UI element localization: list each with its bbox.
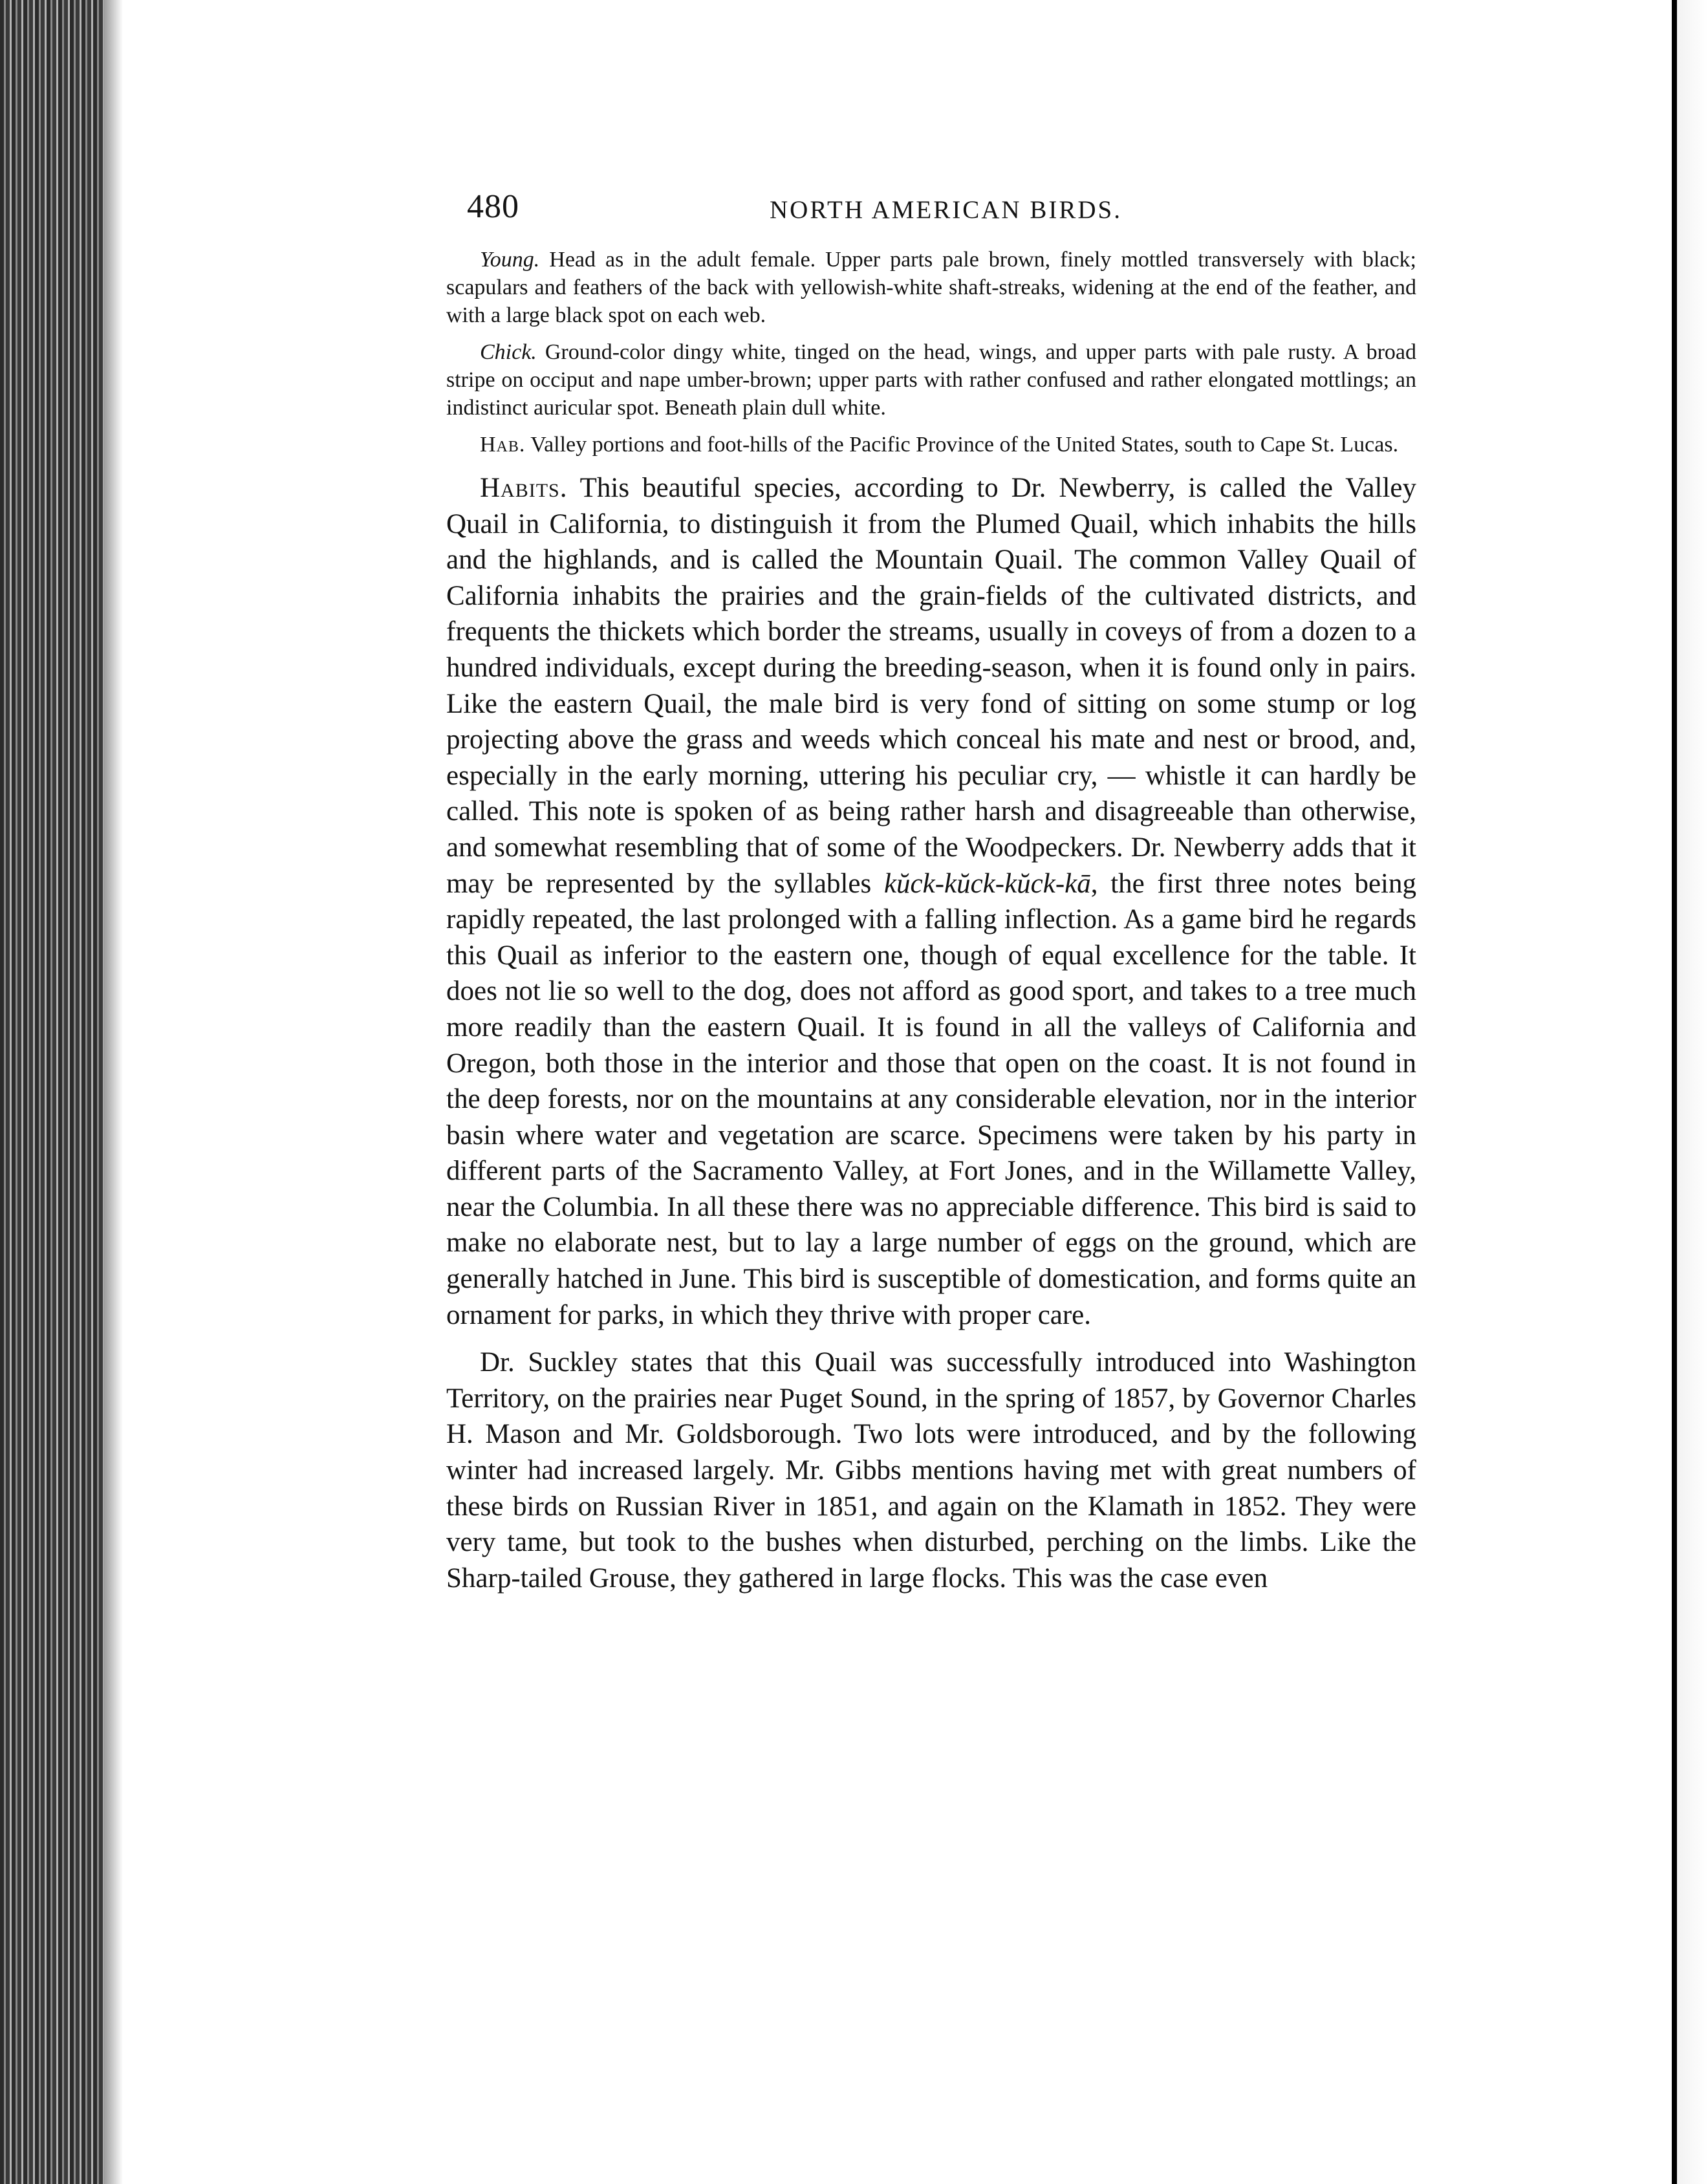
- running-title: NORTH AMERICAN BIRDS.: [770, 196, 1122, 224]
- suckley-paragraph: [446, 1345, 1416, 1596]
- page-header: [446, 188, 1416, 246]
- habitat-label: Hab.: [480, 433, 526, 457]
- suckley-text: Dr. Suckley states that this Quail was successfully introduced into Washington Territory, on the prairies near Puget Sound, in the spring of 1857, by Governor Charles H. Mason and Mr. Goldsborough. Two lots were introduced, and by the following winter had increased largely. Mr. Gibbs mentions having met with great numbers of these birds on Russian River in 1851, and again on the Klamath in 1852. They were very tame, but took to the bushes when disturbed, perching on the limbs. Like the Sharp-tailed Grouse, they gathered in large flocks. This was the case even: [446, 1347, 1416, 1594]
- book-gutter: [0, 0, 103, 2184]
- young-description: [446, 246, 1416, 329]
- chick-description: [446, 338, 1416, 422]
- young-text: Head as in the adult female. Upper parts pale brown, finely mottled transversely with black; scapulars and feathers of the back with yellowish-white shaft-streaks, widening at the end of the feather, and with a large black spot on each web.: [446, 248, 1416, 327]
- call-syllables: kŭck-kŭck-kŭck-kā: [883, 868, 1091, 899]
- page-number: 480: [467, 188, 519, 225]
- habitat-text: Valley portions and foot-hills of the Pacific Province of the United States, south to Cape St. Lucas.: [525, 433, 1399, 457]
- habits-paragraph: [446, 470, 1416, 1333]
- page-edge: [1672, 0, 1708, 2184]
- chick-text: Ground-color dingy white, tinged on the head, wings, and upper parts with pale rusty. A broad stripe on occiput and nape umber-brown; upper parts with rather confused and rather elongated mottlings; an indistinct auricular spot. Beneath plain dull white.: [446, 340, 1416, 420]
- habitat-description: [446, 431, 1416, 459]
- book-page: [446, 188, 1416, 1596]
- habits-text-before: This beautiful species, according to Dr. Newberry, is called the Valley Quail in California, to distinguish it from the Plumed Quail, which inhabits the hills and the highlands, and is called the Mountain Quail. The common Valley Quail of California inhabits the prairies and the grain-fields of the cultivated districts, and frequents the thickets which border the streams, usually in coveys of from a dozen to a hundred individuals, except during the breeding-season, when it is found only in pairs. Like the eastern Quail, the male bird is very fond of sitting on some stump or log projecting above the grass and weeds which conceal his mate and nest or brood, and, especially in the early morning, uttering his peculiar cry, — whistle it can hardly be called. This note is spoken of as being rather harsh and disagreeable than otherwise, and somewhat resembling that of some of the Woodpeckers. Dr. Newberry adds that it may be represented by the syllables: [446, 473, 1416, 899]
- young-label: Young.: [480, 248, 540, 272]
- chick-label: Chick.: [480, 340, 537, 364]
- habits-label: Habits.: [480, 473, 568, 503]
- habits-text-after: , the first three notes being rapidly repeated, the last prolonged with a falling inflection. As a game bird he regards this Quail as inferior to the eastern one, though of equal excellence for the table. It does not lie so well to the dog, does not afford as good sport, and takes to a tree much more readily than the eastern Quail. It is found in all the valleys of California and Oregon, both those in the interior and those that open on the coast. It is not found in the deep forests, nor on the mountains at any considerable elevation, nor in the interior basin where water and vegetation are scarce. Specimens were taken by his party in different parts of the Sacramento Valley, at Fort Jones, and in the Willamette Valley, near the Columbia. In all these there was no appreciable difference. This bird is said to make no elaborate nest, but to lay a large number of eggs on the ground, which are generally hatched in June. This bird is susceptible of domestication, and forms quite an ornament for parks, in which they thrive with proper care.: [446, 868, 1416, 1330]
- gutter-shadow: [103, 0, 123, 2184]
